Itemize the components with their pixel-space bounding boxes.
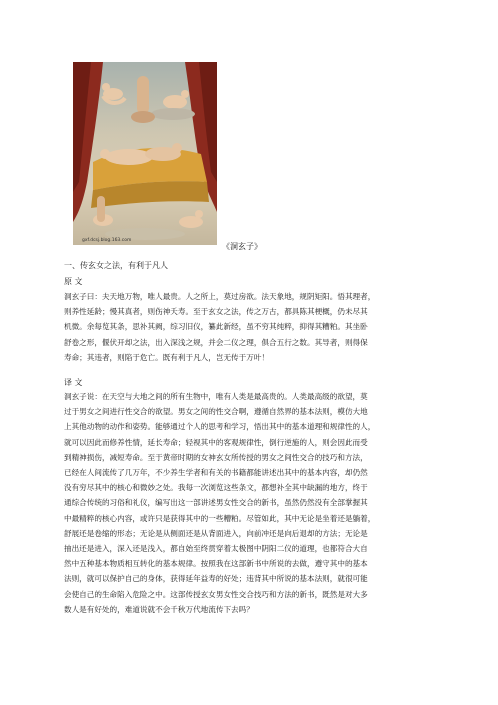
text-line: 过于男女之间进行性交合的欲望。男女之间的性交合啊，遵循自然界的基本法则，模仿大地 [64, 407, 368, 417]
text-line: 会使自己的生命陷入危险之中。这部传授玄女男女性交合技巧和方法的新书，既然是对大多 [64, 589, 368, 599]
text-line: 然中五种基本物质相互转化的基本规律。按照我在这部新书中所说的去做，遵守其中的基本 [64, 559, 368, 569]
text-line: 上其他动物的动作和姿势。能够通过个人的思考和学习，悟出其中的基本道理和规律性的人， [64, 422, 376, 432]
translation-heading: 译 文 [64, 378, 83, 387]
text-line: 已经在人间流传了几万年，不少养生学者和有关的书籍都能讲述出其中的基本内容，却仍然 [64, 468, 368, 478]
book-illustration [73, 62, 217, 245]
text-line: 舒展还是卷缩的形态；无论是从侧面还是从背面进入，向前冲还是向后退却的方法；无论是 [64, 528, 368, 538]
original-heading: 原 文 [64, 277, 83, 286]
text-line: 洞玄子说：在天空与大地之间的所有生物中，唯有人类是最高贵的。人类最高级的欲望，莫 [64, 392, 368, 401]
section-title: 一、传玄女之法，有利于凡人 [64, 261, 168, 270]
illustration-drawing [73, 62, 217, 245]
text-line: 中最精粹的核心内容，或许只是获得其中的一些糟粕。尽管如此，其中无论是坐着还是躺着， [64, 513, 376, 523]
text-line: 到精神损伤，减短寿命。至于黄帝时期的女神玄女所传授的男女之间性交合的技巧和方法， [64, 452, 368, 462]
text-line: 抽出还是进入，深入还是浅入，都自始至终贯穿着太极图中阴阳二仪的道理，也都符合大自 [64, 544, 368, 554]
text-line: 没有穷尽其中的核心和微妙之处。我每一次浏览这些条文，都想补全其中缺漏的地方，终于 [64, 483, 368, 493]
text-line: 数人是有好处的，难道说就不会千秋万代地流传下去吗？ [64, 604, 254, 614]
original-text-block [64, 289, 439, 365]
text-line: 就可以因此而修养性情，延长寿命；轻视其中的客观规律性，倒行逆施的人，则会因此而受 [64, 437, 368, 447]
text-line: 则养性延龄；慢其真者，则伤神夭寿。至于玄女之法，传之万古，都具陈其梗概，仍未尽其 [64, 307, 368, 317]
text-line: 机微。余每览其条，思补其阙，综习旧仪，纂此新经，虽不穷其纯粹，抑得其糟粕。其坐卧 [64, 322, 368, 332]
translation-text-block [64, 389, 439, 617]
text-line: 舒卷之形，偃伏开却之法，出入深浅之规，并会二仪之理，俱合五行之数。其导者，则得保 [64, 337, 368, 347]
book-title-caption: 《洞玄子》 [222, 242, 262, 251]
text-line: 寿命；其违者，则陷于危亡。既有利于凡人，岂无传于万叶！ [64, 352, 270, 362]
text-line: 法则，就可以保护自己的身体，获得延年益寿的好处；违背其中所说的基本法则，就很可能 [64, 574, 368, 584]
text-line: 通综合传统的习俗和礼仪，编写出这一部讲述男女性交合的新书，虽然仍然没有全部掌握其 [64, 498, 368, 508]
illustration-watermark-text: gxf.dcsj.blog.163.com [82, 238, 132, 243]
text-line: 洞玄子曰：夫天地万物，唯人最贵。人之所上，莫过房欲。法天象地，规阴矩阳。悟其理者， [64, 292, 376, 301]
